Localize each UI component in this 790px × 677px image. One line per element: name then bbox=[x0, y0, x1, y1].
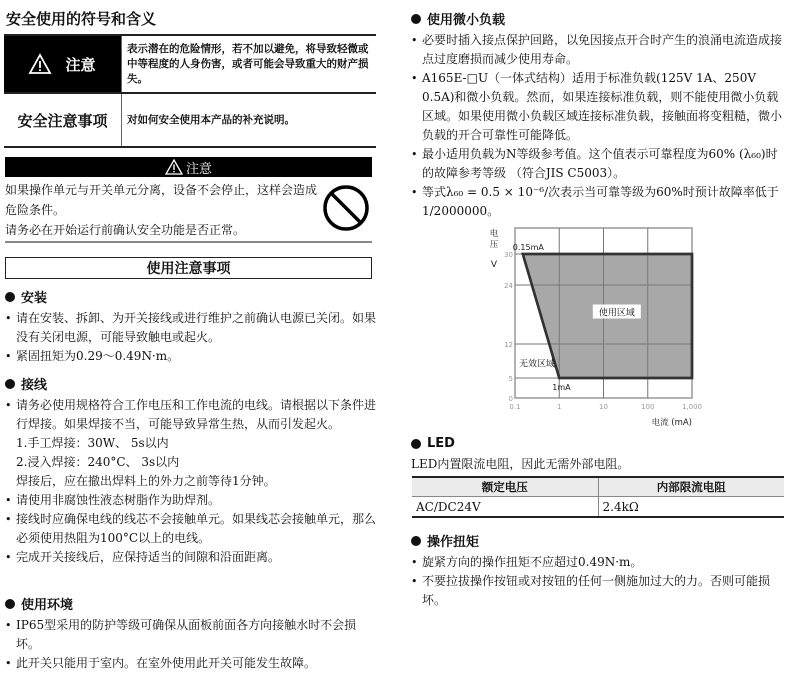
list-item: • 紧固扭矩为0.29～0.49N·m。 bbox=[5, 347, 377, 366]
caution-text bbox=[5, 180, 320, 240]
section-torque bbox=[411, 531, 787, 610]
led-table bbox=[412, 476, 784, 518]
caution-label: 注意 bbox=[65, 55, 96, 74]
micro-load-chart bbox=[480, 222, 703, 430]
safety-desc: 对如何安全使用本产品的补充说明。 bbox=[127, 113, 295, 126]
symbol-row-caution bbox=[4, 36, 376, 92]
page-title: 安全使用的符号和含义 bbox=[6, 10, 157, 28]
led-note: LED内置限流电阻，因此无需外部电阻。 bbox=[411, 457, 630, 471]
list-item: • 最小适用负载为N等级参考值。这个值表示可靠程度为60% (λ₆₀)时的故障参考等级 （符合JIS C5003）。 bbox=[411, 145, 787, 183]
list-item: • 旋紧方向的操作扭矩不应超过0.49N·m。 bbox=[411, 553, 787, 572]
table-row bbox=[412, 497, 784, 516]
x-axis-label: 电流 (mA) bbox=[651, 418, 692, 428]
section-heading bbox=[411, 9, 787, 28]
annotation-label: 无效区域 bbox=[519, 359, 556, 370]
symbol-row-safety bbox=[4, 92, 376, 146]
bullet-dot-icon bbox=[411, 439, 421, 449]
sub-item: 2.浸入焊接：240°C、 3s以内 bbox=[16, 455, 180, 469]
list-item: • A165E-□U（一体式结构）适用于标准负载(125V 1A、250V 0.5A)和微小负载。然而，如果连接标准负载，则不能使用微小负载区域。如果使用微小负载区域连接标准负载，接触面将变粗糙，微小负载的开合可靠性可能降低。 bbox=[411, 69, 787, 145]
list-item: • 请务必使用规格符合工作电压和工作电流的电线。请根据以下条件进行焊接。如果焊接不当，可能导致异常生热，从而引发起火。 bbox=[5, 396, 377, 434]
caution-desc: 表示潜在的危险情形，若不加以避免，将导致轻微或中等程度的人身伤害，或者可能会导致重大的财产损失。 bbox=[127, 42, 369, 85]
caution-banner bbox=[5, 157, 372, 177]
section-heading-text: 使用环境 bbox=[21, 598, 74, 613]
y-tick-label: 24 bbox=[504, 282, 513, 290]
x-tick-label: 1,000 bbox=[681, 403, 703, 411]
section-wiring bbox=[5, 374, 377, 567]
column-header: 额定电压 bbox=[481, 480, 528, 494]
caution-line: 如果操作单元与开关单元分离，设备不会停止，这样会造成危险条件。 bbox=[5, 183, 318, 217]
section-heading bbox=[5, 287, 377, 306]
list-item: • 完成开关接线后，应保持适当的间隙和沿面距离。 bbox=[5, 548, 377, 567]
warning-triangle-icon bbox=[165, 159, 183, 175]
section-heading-text: 操作扭矩 bbox=[427, 535, 480, 550]
section-heading bbox=[5, 374, 377, 393]
list-item: • 不要拉拔操作按钮或对按钮的任何一侧施加过大的力。否则可能损坏。 bbox=[411, 572, 787, 610]
section-micro-load bbox=[411, 9, 787, 221]
y-tick-label: 0 bbox=[508, 395, 513, 403]
x-tick-label: 1 bbox=[557, 403, 562, 411]
safety-label: 安全注意事项 bbox=[4, 94, 122, 146]
section-environment bbox=[5, 594, 377, 673]
annotation-label: 1mA bbox=[552, 383, 571, 392]
x-tick-label: 100 bbox=[641, 403, 655, 411]
y-axis-label: 压 bbox=[489, 240, 499, 250]
y-tick-label: 12 bbox=[504, 341, 513, 349]
list-item: • 请在安装、拆卸、为开关接线或进行维护之前确认电源已关闭。如果没有关闭电源，可能导致触电或起火。 bbox=[5, 309, 377, 347]
sub-item: 1.手工焊接：30W、 5s以内 bbox=[16, 436, 169, 450]
bullet-dot-icon bbox=[5, 292, 15, 302]
list-item: • 必要时插入接点保护回路，以免因接点开合时产生的浪涌电流造成接点过度磨损而减少使用寿命。 bbox=[411, 31, 787, 69]
table-cell: 2.4kΩ bbox=[598, 497, 785, 516]
section-install bbox=[5, 287, 377, 366]
section-heading-text: 接线 bbox=[21, 378, 48, 393]
x-tick-label: 10 bbox=[599, 403, 608, 411]
y-axis-unit: V bbox=[490, 260, 498, 270]
section-heading-text: 使用微小负载 bbox=[427, 13, 506, 28]
caution-label-cell bbox=[4, 36, 122, 92]
warning-triangle-icon bbox=[29, 54, 51, 74]
annotation-label: 0.15mA bbox=[512, 243, 544, 252]
section-heading bbox=[411, 531, 787, 550]
symbol-table bbox=[4, 34, 376, 148]
list-item: • 接线时应确保电线的线芯不会接触单元。如果线芯会接触单元，那么必须使用热阻为100°C以上的电线。 bbox=[5, 510, 377, 548]
caution-line: 请务必在开始运行前确认安全功能是否正常。 bbox=[5, 223, 246, 237]
y-tick-label: 30 bbox=[504, 251, 513, 259]
bullet-dot-icon bbox=[5, 599, 15, 609]
list-item: • 等式λ₆₀ = 0.5 × 10⁻⁶/次表示当可靠等级为60%时预计故障率低于1/2000000。 bbox=[411, 183, 787, 221]
column-header: 内部限流电阻 bbox=[598, 478, 785, 496]
y-tick-label: 5 bbox=[508, 375, 513, 383]
section-led bbox=[411, 436, 787, 473]
bullet-dot-icon bbox=[411, 14, 421, 24]
bullet-dot-icon bbox=[5, 379, 15, 389]
x-tick-label: 0.1 bbox=[509, 403, 521, 411]
list-item: • 此开关只能用于室内。在室外使用此开关可能发生故障。 bbox=[5, 654, 377, 673]
caution-banner-title: 注意 bbox=[185, 161, 212, 177]
table-header-row bbox=[412, 478, 784, 497]
usage-notes-title: 使用注意事项 bbox=[5, 257, 372, 279]
list-item: • IP65型采用的防护等级可确保从面板前面各方向接触水时不会损坏。 bbox=[5, 616, 377, 654]
prohibition-icon bbox=[322, 184, 370, 232]
section-heading-text: LED bbox=[427, 436, 455, 451]
bullet-dot-icon bbox=[411, 536, 421, 546]
list-item: • 请使用非腐蚀性液态树脂作为助焊剂。 bbox=[5, 491, 377, 510]
section-heading bbox=[411, 436, 787, 451]
table-cell: AC/DC24V bbox=[416, 499, 481, 514]
section-heading-text: 安装 bbox=[21, 291, 48, 306]
sub-item: 焊接后，应在撤出焊料上的外力之前等待1分钟。 bbox=[16, 474, 276, 488]
y-axis-label: 电 bbox=[489, 229, 499, 239]
divider bbox=[5, 241, 372, 243]
annotation-label: 使用区域 bbox=[598, 308, 635, 319]
section-heading bbox=[5, 594, 377, 613]
